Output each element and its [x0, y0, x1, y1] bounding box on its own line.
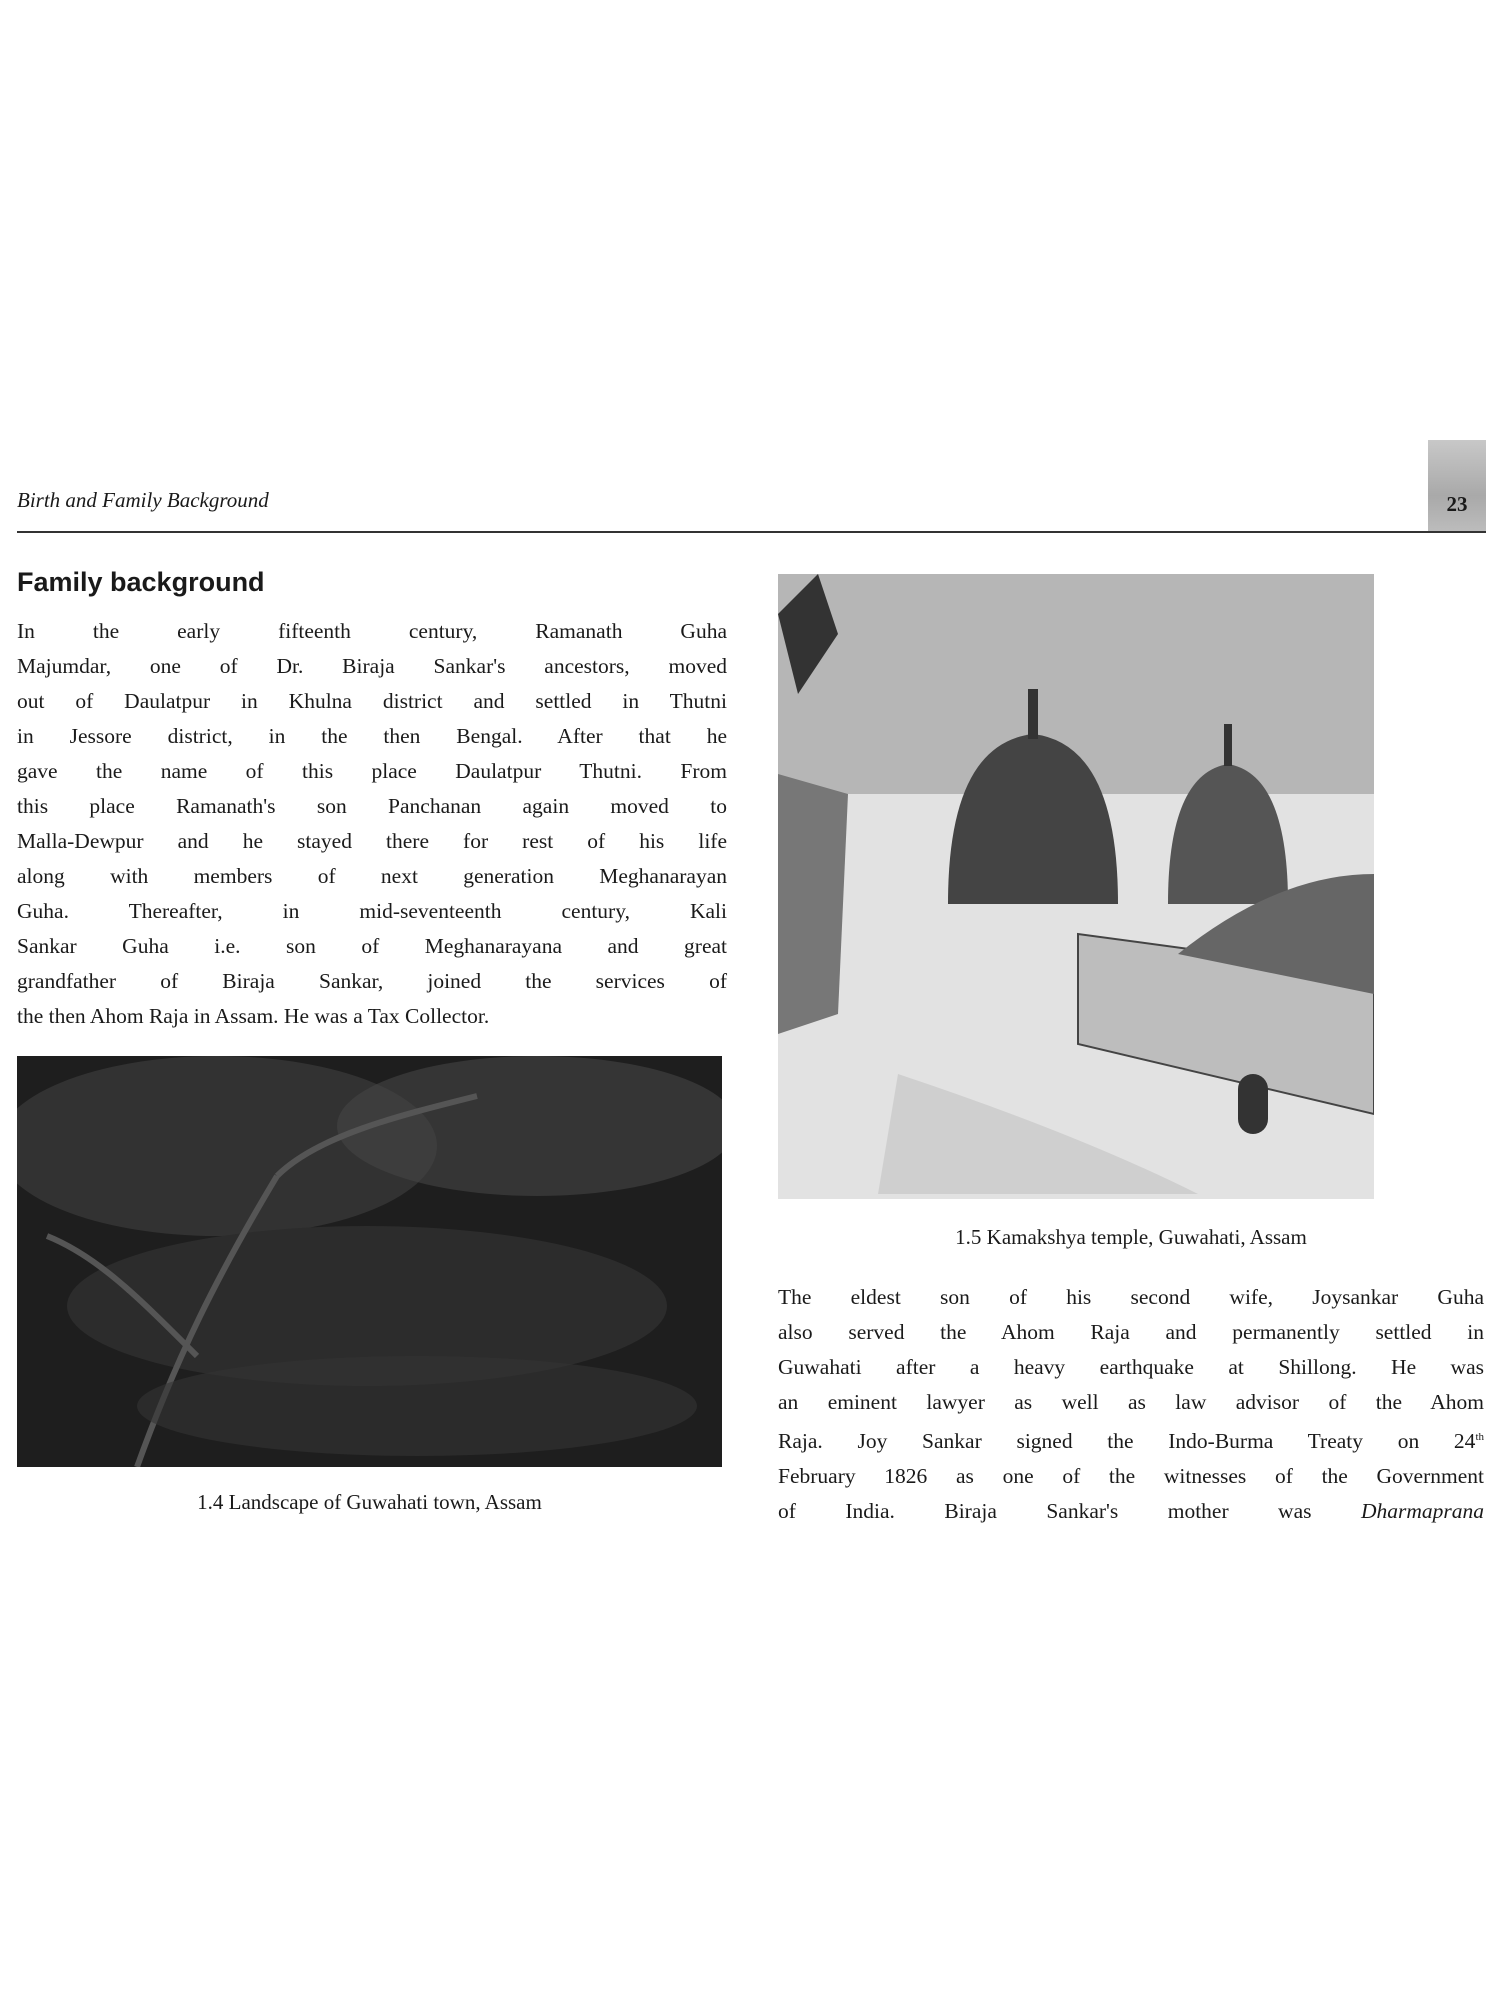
right-paragraph	[778, 1280, 1484, 1529]
text-line: The eldest son of his second wife, Joysankar Guha	[778, 1285, 1484, 1309]
text-line: gave the name of this place Daulatpur Thutni. From	[17, 759, 727, 783]
temple-sketch	[778, 574, 1374, 1199]
text-line	[778, 1420, 1484, 1459]
text-fragment: Raja. Joy Sankar signed the Indo-Burma Treaty on 24	[778, 1429, 1476, 1454]
header-rule	[17, 531, 1486, 533]
text-line: Guwahati after a heavy earthquake at Shillong. He was	[778, 1355, 1484, 1379]
text-line: Sankar Guha i.e. son of Meghanarayana and great	[17, 934, 727, 958]
text-line: out of Daulatpur in Khulna district and settled in Thutni	[17, 689, 727, 713]
text-line: an eminent lawyer as well as law advisor of the Ahom	[778, 1390, 1484, 1414]
page-number: 23	[1446, 492, 1468, 516]
text-line: in Jessore district, in the then Bengal. After that he	[17, 724, 727, 748]
running-title: Birth and Family Background	[17, 488, 269, 512]
text-line: the then Ahom Raja in Assam. He was a Tax Collector.	[17, 1004, 490, 1028]
text-line: grandfather of Biraja Sankar, joined the services of	[17, 969, 727, 993]
section-heading: Family background	[17, 567, 265, 597]
landscape-photo	[17, 1056, 722, 1467]
text-line	[778, 1494, 1484, 1529]
page-number-tab	[1428, 440, 1486, 533]
text-line: this place Ramanath's son Panchanan again moved to	[17, 794, 727, 818]
text-line: Majumdar, one of Dr. Biraja Sankar's ancestors, moved	[17, 654, 727, 678]
text-line: also served the Ahom Raja and permanently settled in	[778, 1320, 1484, 1344]
text-line: along with members of next generation Meghanarayan	[17, 864, 727, 888]
text-line: Malla-Dewpur and he stayed there for rest of his life	[17, 829, 727, 853]
ordinal-superscript: th	[1475, 1431, 1484, 1443]
figure-caption-right: 1.5 Kamakshya temple, Guwahati, Assam	[955, 1225, 1307, 1249]
text-line: In the early fifteenth century, Ramanath Guha	[17, 619, 727, 643]
left-paragraph	[17, 614, 727, 1034]
text-fragment: of India. Biraja Sankar's mother was	[778, 1499, 1312, 1524]
italic-name: Dharmaprana	[1360, 1499, 1484, 1524]
text-line: Guha. Thereafter, in mid-seventeenth century, Kali	[17, 899, 727, 923]
figure-caption-left: 1.4 Landscape of Guwahati town, Assam	[197, 1490, 542, 1514]
text-line: February 1826 as one of the witnesses of the Government	[778, 1464, 1484, 1489]
